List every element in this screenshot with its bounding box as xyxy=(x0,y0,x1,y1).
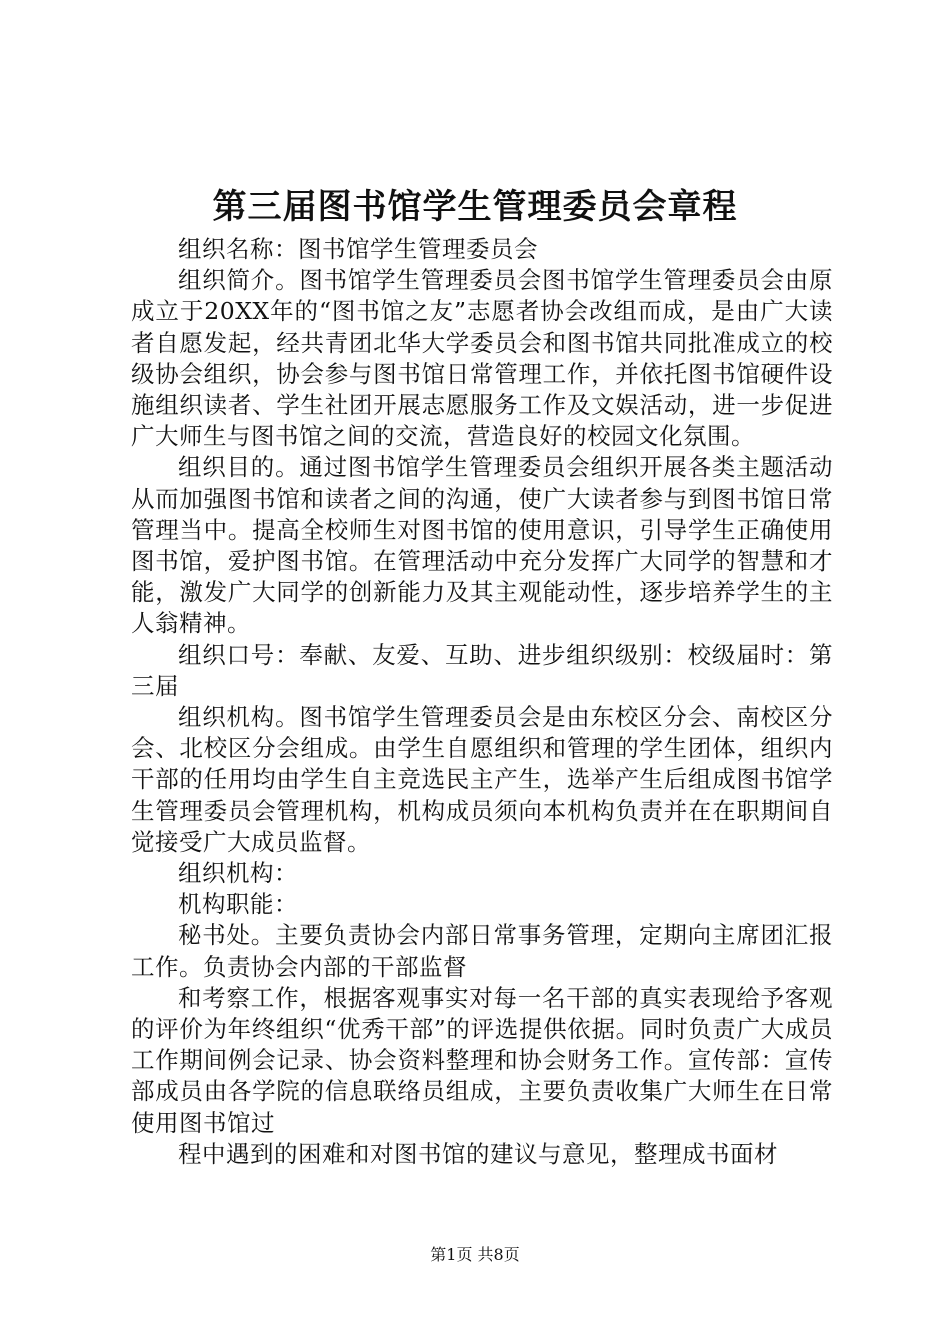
page-footer: 第1页 共8页 xyxy=(430,1245,520,1264)
paragraph-functions-heading: 机构职能： xyxy=(178,890,298,919)
paragraph-org-structure: 组织机构。图书馆学生管理委员会是由东校区分会、南校区分会、北校区分会组成。由学生自愿组织和管理的学生团体，组织内干部的任用均由学生自主竞选民主产生，选举产生后组成图书馆学生管理委员会管理机构，机构成员须向本机构负责并在在职期间自觉接受广大成员监督。 xyxy=(131,703,833,856)
document-title: 第三届图书馆学生管理委员会章程 xyxy=(212,187,738,227)
paragraph-publicity-continued: 程中遇到的困难和对图书馆的建议与意见，整理成书面材 xyxy=(178,1139,778,1168)
paragraph-org-name: 组织名称：图书馆学生管理委员会 xyxy=(178,235,538,263)
paragraph-secretariat: 秘书处。主要负责协会内部日常事务管理，定期向主席团汇报工作。负责协会内部的干部监督 xyxy=(131,921,833,981)
paragraph-org-intro: 组织简介。图书馆学生管理委员会图书馆学生管理委员会由原成立于20XX年的“图书馆之友”志愿者协会改组而成，是由广大读者自愿发起，经共青团北华大学委员会和图书馆共同批准成立的校级协会组织，协会参与图书馆日常管理工作，并依托图书馆硬件设施组织读者、学生社团开展志愿服务工作及文娱活动，进一步促进广大师生与图书馆之间的交流，营造良好的校园文化氛围。 xyxy=(131,266,833,451)
paragraph-org-slogan: 组织口号：奉献、友爱、互助、进步组织级别：校级届时：第三届 xyxy=(131,640,833,700)
document-body xyxy=(131,234,833,1170)
paragraph-secretariat-continued: 和考察工作，根据客观事实对每一名干部的真实表现给予客观的评价为年终组织“优秀干部”的评选提供依据。同时负责广大成员工作期间例会记录、协会资料整理和协会财务工作。宣传部：宣传部成员由各学院的信息联络员组成，主要负责收集广大师生在日常使用图书馆过 xyxy=(131,983,833,1137)
paragraph-org-purpose: 组织目的。通过图书馆学生管理委员会组织开展各类主题活动从而加强图书馆和读者之间的沟通，使广大读者参与到图书馆日常管理当中。提高全校师生对图书馆的使用意识，引导学生正确使用图书馆，爱护图书馆。在管理活动中充分发挥广大同学的智慧和才能，激发广大同学的创新能力及其主观能动性，逐步培养学生的主人翁精神。 xyxy=(131,453,833,638)
paragraph-org-structure-heading: 组织机构： xyxy=(178,859,298,888)
